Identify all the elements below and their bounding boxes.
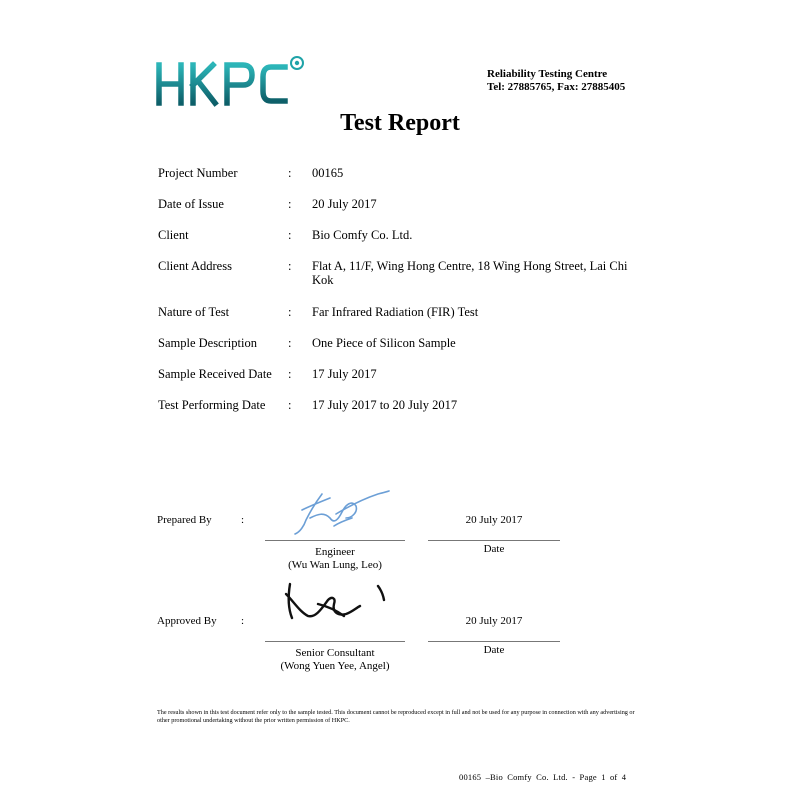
prepared-by-colon: : (241, 514, 245, 526)
field-value: 17 July 2017 to 20 July 2017 (312, 398, 458, 412)
field-label: Sample Received Date (158, 367, 272, 381)
prepared-date-caption: Date (483, 543, 505, 555)
field-colon: : (288, 367, 292, 381)
field-label: Client Address (158, 259, 232, 273)
field-label: Test Performing Date (158, 398, 266, 412)
field-label: Client (158, 228, 189, 242)
field-value: One Piece of Silicon Sample (312, 336, 456, 350)
consultant-signature (282, 578, 392, 632)
field-colon: : (288, 398, 292, 412)
consultant-signature-line (265, 641, 405, 642)
field-label: Date of Issue (158, 197, 224, 211)
prepared-date-line (428, 540, 560, 541)
prepared-date: 20 July 2017 (465, 514, 523, 526)
engineer-role: Engineer (315, 546, 355, 558)
engineer-signature (290, 488, 394, 538)
field-colon: : (288, 228, 292, 242)
field-sample-description (158, 336, 648, 350)
field-value: 17 July 2017 (312, 367, 377, 381)
approved-date: 20 July 2017 (465, 615, 523, 627)
approved-by-colon: : (241, 615, 245, 627)
field-client-address (158, 259, 648, 287)
field-colon: : (288, 166, 292, 180)
field-label: Nature of Test (158, 305, 230, 319)
field-colon: : (288, 259, 292, 273)
field-colon: : (288, 197, 292, 211)
hkpc-logo (155, 55, 305, 107)
approved-date-caption: Date (483, 644, 505, 656)
hkpc-logo-graphic (155, 55, 305, 107)
consultant-role: Senior Consultant (295, 647, 375, 659)
field-colon: : (288, 305, 292, 319)
field-value: Far Infrared Radiation (FIR) Test (312, 305, 479, 319)
consultant-name: (Wong Yuen Yee, Angel) (280, 660, 390, 672)
field-colon: : (288, 336, 292, 350)
field-project-number (158, 166, 648, 180)
page-title: Test Report (340, 110, 460, 136)
field-date-of-issue (158, 197, 648, 211)
field-nature-of-test (158, 305, 648, 319)
engineer-caption (265, 546, 405, 572)
prepared-by-label: Prepared By (157, 514, 212, 526)
approved-by-label: Approved By (157, 615, 217, 627)
field-label: Project Number (158, 166, 238, 180)
report-fields (158, 166, 648, 412)
field-value: Bio Comfy Co. Ltd. (312, 228, 413, 242)
field-value: 20 July 2017 (312, 197, 377, 211)
engineer-signature-line (265, 540, 405, 541)
centre-name: Reliability Testing Centre (487, 68, 608, 80)
consultant-caption (250, 647, 420, 673)
page-footer: 00165 –Bio Comfy Co. Ltd. - Page 1 of 4 (459, 772, 627, 782)
field-test-performing-date (158, 398, 648, 412)
field-value: 00165 (312, 166, 344, 180)
centre-info (487, 68, 625, 94)
field-client (158, 228, 648, 242)
field-sample-received-date (158, 367, 648, 381)
engineer-name: (Wu Wan Lung, Leo) (288, 559, 382, 571)
approved-date-line (428, 641, 560, 642)
field-label: Sample Description (158, 336, 257, 350)
disclaimer-text: The results shown in this test document refer only to the sample tested. This document cannot be reproduced except in full and not be used for any purpose in connection with any advertising or other promotional undertaking without the prior written permission of HKPC. (157, 709, 635, 724)
centre-contact: Tel: 27885765, Fax: 27885405 (487, 81, 626, 93)
field-value: Flat A, 11/F, Wing Hong Centre, 18 Wing Hong Street, Lai Chi Kok (312, 259, 628, 287)
